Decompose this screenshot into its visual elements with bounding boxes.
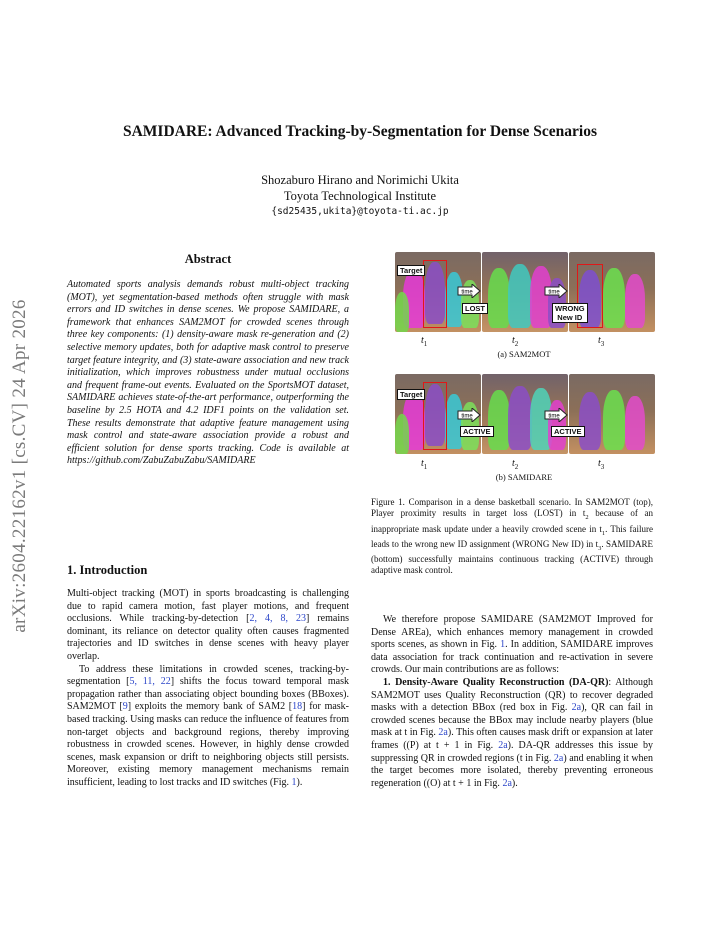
time-label-t1: $t_1$ bbox=[421, 458, 428, 471]
author-email: {sd25435,ukita}@toyota-ti.ac.jp bbox=[271, 206, 449, 217]
affiliation: Toyota Technological Institute bbox=[283, 189, 437, 203]
arxiv-identifier: arXiv:2604.22162v1 [cs.CV] 24 Apr 2026 bbox=[9, 299, 30, 633]
figure-link[interactable]: 1 bbox=[500, 639, 506, 651]
paragraph: To address these limitations in crowded scenes, tracking-by-segmentation [5, 11, 22] shifts the focus toward temporal mask propagation rather than associating object bounding boxes (BBoxes). SAM2MOT [9] exploits the memory bank of SAM2 [18] for mask-based tracking. Using masks can reduce the influence of features from non-target objects and background regions, thereby improving robustness in crowded scenes. However, in highly dense crowded scenes, mask expansion or drift to neighboring objects still persists. Moreover, existing memory management mechanisms remain insufficient, leading to lost tracks and ID switches (Fig. 1). bbox=[67, 663, 350, 788]
svg-text:time: time bbox=[548, 289, 560, 296]
svg-text:time: time bbox=[461, 289, 473, 296]
paragraph: 1. Density-Aware Quality Reconstruction (DA-QR): Although SAM2MOT uses Quality Reconstruction (QR) to recover degraded masks with a detection BBox (red box in Fig. 2a), QR can fail in crowded scenes because the BBox may include nearby players (blue mask at t in Fig. 2a). This often causes mask drift or expansion at later frames ((P) at t + 1 in Fig. 2a). DA-QR addresses this issue by suppressing QR in crowded regions (t in Fig. 2a) and enabling it when the target becomes more isolated, thereby preventing erroneous regeneration ((O) at t + 1 in Fig. 2a). bbox=[371, 676, 654, 789]
time-label-t2: $t_2$ bbox=[512, 335, 519, 348]
time-label-t1: $t_1$ bbox=[421, 335, 428, 348]
time-arrow-icon bbox=[544, 284, 568, 298]
citation-link[interactable]: 5, 11, 22 bbox=[129, 676, 171, 688]
target-label: Target bbox=[397, 389, 425, 400]
time-label-t2: $t_2$ bbox=[512, 458, 519, 471]
time-arrow-icon bbox=[457, 284, 481, 298]
svg-text:time: time bbox=[461, 413, 473, 420]
time-arrow-icon bbox=[544, 408, 568, 422]
paper-title: SAMIDARE: Advanced Tracking-by-Segmentation for Dense Scenarios bbox=[122, 123, 598, 140]
subfigure-caption-b: (b) SAMIDARE bbox=[495, 472, 553, 482]
figure-link[interactable]: 2a bbox=[571, 702, 582, 714]
figure-link[interactable]: 2a bbox=[438, 727, 448, 739]
right-column-body bbox=[371, 614, 653, 790]
target-label: Target bbox=[397, 265, 425, 276]
figure-link[interactable]: 2a bbox=[498, 739, 508, 751]
citation-link[interactable]: 2, 4, 8, 23 bbox=[249, 613, 306, 625]
figure-link[interactable]: 2a bbox=[502, 777, 512, 789]
paragraph: We therefore propose SAMIDARE (SAM2MOT Improved for Dense AREa), which enhances memory management in crowded sports scenes, as shown in Fig. 1. In addition, SAMIDARE improves data association for track continuation and re-activation in severe crowds. Our main contributions are as follows: bbox=[371, 614, 653, 676]
svg-text:time: time bbox=[548, 413, 560, 420]
abstract-text: Automated sports analysis demands robust multi-object tracking (MOT), yet segmentation-based methods often struggle with mask errors and ID switches in dense scenes. We propose SAMIDARE, a framework that enhances SAM2MOT for crowded scenes through three key components: (1) density-aware mask re-generation and (2) selective memory updates, both for adaptive mask control to preserve target feature integrity, and (3) state-aware association and new track initialization, which improves robustness under mutual occlusions and frequent frame-out events. Evaluated on the SportsMOT dataset, SAMIDARE achieves state-of-the-art performance, outperforming the baseline by 2.5 HOTA and 4.2 IDF1 points on the validation set. These results demonstrate that adaptive feature management using mask control and state-aware association provide a robust and efficient solution for dense sports tracking. Code is available at https://github.com/ZabuZabuZabu/SAMIDARE bbox=[67, 279, 349, 467]
figure-link[interactable]: 1 bbox=[291, 776, 297, 788]
frame-image-b3 bbox=[569, 374, 655, 454]
wrong-new-id-label: WRONG New ID bbox=[552, 303, 588, 323]
time-label-t3: $t_3$ bbox=[598, 458, 605, 471]
authors: Shozaburo Hirano and Norimichi Ukita bbox=[261, 173, 459, 187]
time-arrow-icon bbox=[457, 408, 481, 422]
paragraph: Multi-object tracking (MOT) in sports broadcasting is challenging due to rapid camera motion, fast player motions, and frequent occlusions. While tracking-by-detection [2, 4, 8, 23] remains dominant, its reliance on detector quality often causes fragmented trajectories and ID switches in dense scenes with heavy player overlap. bbox=[67, 588, 350, 662]
citation-link[interactable]: 18 bbox=[292, 701, 303, 713]
section-heading-introduction: 1. Introduction bbox=[67, 563, 148, 577]
figure-link[interactable]: 2a bbox=[553, 752, 564, 764]
abstract-heading: Abstract bbox=[184, 252, 232, 266]
lost-label: LOST bbox=[462, 303, 488, 314]
subfigure-caption-a: (a) SAM2MOT bbox=[497, 349, 551, 359]
active-label: ACTIVE bbox=[551, 426, 585, 437]
author-block bbox=[0, 172, 720, 204]
figure-caption: Figure 1. Comparison in a dense basketball scenario. In SAM2MOT (top), Player proximity results in target loss (LOST) in $t_2$ because of an inappropriate mask update under a heavily crowded scene in $t_1$. This failure leads to the wrong new ID assignment (WRONG New ID) in $t_3$. SAMIDARE (bottom) successfully maintains continuous tracking (ACTIVE) through adaptive mask control. bbox=[371, 497, 654, 576]
time-label-t3: $t_3$ bbox=[598, 335, 605, 348]
citation-link[interactable]: 9 bbox=[122, 701, 128, 713]
active-label: ACTIVE bbox=[460, 426, 494, 437]
introduction-body bbox=[67, 588, 349, 790]
